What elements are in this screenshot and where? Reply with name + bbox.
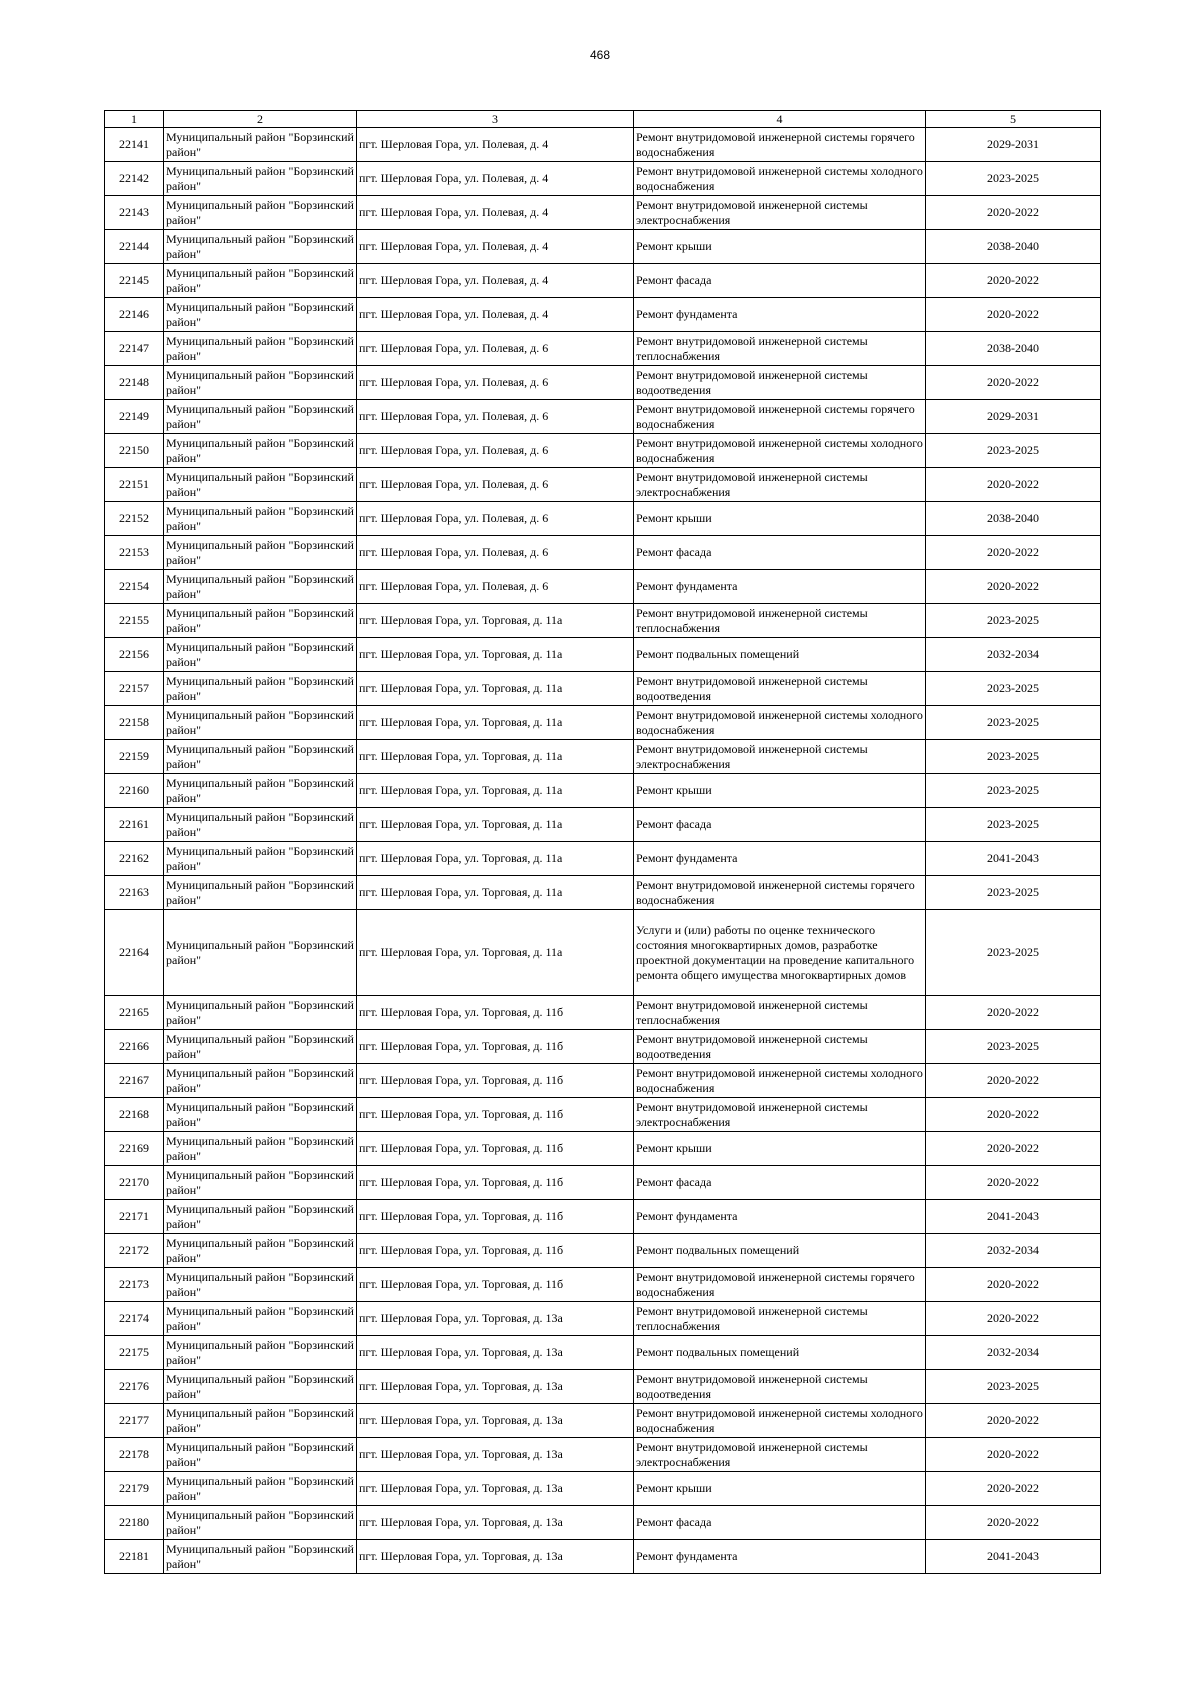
cell-work-type: Ремонт внутридомовой инженерной системы холодного водоснабжения [634,1064,926,1098]
cell-municipality: Муниципальный район "Борзинский район" [164,740,357,774]
cell-work-type: Ремонт внутридомовой инженерной системы водоотведения [634,1030,926,1064]
cell-address: пгт. Шерловая Гора, ул. Торговая, д. 11б [357,1200,634,1234]
cell-row-number: 22141 [105,128,164,162]
cell-municipality: Муниципальный район "Борзинский район" [164,672,357,706]
table-row [105,808,1101,842]
table-body [105,128,1101,1574]
cell-municipality: Муниципальный район "Борзинский район" [164,128,357,162]
cell-address: пгт. Шерловая Гора, ул. Торговая, д. 11б [357,1064,634,1098]
table-row [105,672,1101,706]
cell-address: пгт. Шерловая Гора, ул. Полевая, д. 4 [357,230,634,264]
cell-period: 2023-2025 [926,162,1101,196]
cell-work-type: Ремонт внутридомовой инженерной системы электроснабжения [634,196,926,230]
cell-row-number: 22173 [105,1268,164,1302]
cell-row-number: 22155 [105,604,164,638]
cell-work-type: Ремонт внутридомовой инженерной системы водоотведения [634,366,926,400]
table-row [105,1234,1101,1268]
cell-address: пгт. Шерловая Гора, ул. Торговая, д. 11а [357,910,634,996]
cell-row-number: 22175 [105,1336,164,1370]
header-col-5: 5 [926,111,1101,128]
cell-address: пгт. Шерловая Гора, ул. Торговая, д. 11а [357,638,634,672]
cell-address: пгт. Шерловая Гора, ул. Полевая, д. 4 [357,162,634,196]
cell-row-number: 22169 [105,1132,164,1166]
cell-period: 2020-2022 [926,1472,1101,1506]
table-row [105,638,1101,672]
cell-work-type: Ремонт внутридомовой инженерной системы холодного водоснабжения [634,162,926,196]
cell-work-type: Услуги и (или) работы по оценке технического состояния многоквартирных домов, разработке проектной документации на проведение капитального ремонта общего имущества многоквартирных домов [634,910,926,996]
cell-municipality: Муниципальный район "Борзинский район" [164,196,357,230]
cell-period: 2020-2022 [926,1438,1101,1472]
cell-work-type: Ремонт крыши [634,502,926,536]
cell-address: пгт. Шерловая Гора, ул. Торговая, д. 11а [357,842,634,876]
cell-municipality: Муниципальный район "Борзинский район" [164,366,357,400]
cell-address: пгт. Шерловая Гора, ул. Полевая, д. 6 [357,570,634,604]
cell-period: 2041-2043 [926,842,1101,876]
table-row [105,468,1101,502]
cell-address: пгт. Шерловая Гора, ул. Торговая, д. 11б [357,1268,634,1302]
cell-row-number: 22178 [105,1438,164,1472]
cell-municipality: Муниципальный район "Борзинский район" [164,1064,357,1098]
cell-municipality: Муниципальный район "Борзинский район" [164,1302,357,1336]
table-row [105,1166,1101,1200]
cell-municipality: Муниципальный район "Борзинский район" [164,604,357,638]
cell-municipality: Муниципальный район "Борзинский район" [164,842,357,876]
cell-address: пгт. Шерловая Гора, ул. Торговая, д. 11б [357,1098,634,1132]
table-row [105,740,1101,774]
cell-work-type: Ремонт фасада [634,264,926,298]
table-row [105,1030,1101,1064]
cell-municipality: Муниципальный район "Борзинский район" [164,1540,357,1574]
cell-period: 2020-2022 [926,468,1101,502]
cell-address: пгт. Шерловая Гора, ул. Полевая, д. 6 [357,434,634,468]
cell-work-type: Ремонт внутридомовой инженерной системы водоотведения [634,1370,926,1404]
cell-period: 2023-2025 [926,672,1101,706]
cell-period: 2023-2025 [926,1370,1101,1404]
cell-address: пгт. Шерловая Гора, ул. Торговая, д. 11а [357,774,634,808]
table-row [105,996,1101,1030]
cell-address: пгт. Шерловая Гора, ул. Торговая, д. 11б [357,1132,634,1166]
cell-row-number: 22167 [105,1064,164,1098]
cell-row-number: 22179 [105,1472,164,1506]
cell-period: 2020-2022 [926,196,1101,230]
cell-address: пгт. Шерловая Гора, ул. Торговая, д. 13а [357,1370,634,1404]
cell-work-type: Ремонт внутридомовой инженерной системы горячего водоснабжения [634,1268,926,1302]
table-row [105,1302,1101,1336]
cell-municipality: Муниципальный район "Борзинский район" [164,1404,357,1438]
table-row [105,1438,1101,1472]
table-row [105,1098,1101,1132]
cell-period: 2020-2022 [926,1166,1101,1200]
cell-municipality: Муниципальный район "Борзинский район" [164,468,357,502]
table-row [105,400,1101,434]
cell-work-type: Ремонт фасада [634,1506,926,1540]
cell-work-type: Ремонт подвальных помещений [634,1234,926,1268]
cell-row-number: 22156 [105,638,164,672]
cell-period: 2023-2025 [926,774,1101,808]
cell-address: пгт. Шерловая Гора, ул. Торговая, д. 11б [357,1166,634,1200]
cell-period: 2020-2022 [926,1268,1101,1302]
cell-work-type: Ремонт фундамента [634,842,926,876]
cell-work-type: Ремонт крыши [634,1132,926,1166]
cell-address: пгт. Шерловая Гора, ул. Полевая, д. 4 [357,298,634,332]
cell-work-type: Ремонт фундамента [634,570,926,604]
cell-period: 2038-2040 [926,332,1101,366]
cell-period: 2020-2022 [926,1064,1101,1098]
cell-work-type: Ремонт фасада [634,808,926,842]
cell-address: пгт. Шерловая Гора, ул. Полевая, д. 6 [357,332,634,366]
cell-address: пгт. Шерловая Гора, ул. Полевая, д. 4 [357,264,634,298]
cell-period: 2020-2022 [926,1098,1101,1132]
cell-work-type: Ремонт внутридомовой инженерной системы холодного водоснабжения [634,434,926,468]
header-col-3: 3 [357,111,634,128]
cell-work-type: Ремонт внутридомовой инженерной системы электроснабжения [634,468,926,502]
cell-municipality: Муниципальный район "Борзинский район" [164,706,357,740]
cell-municipality: Муниципальный район "Борзинский район" [164,434,357,468]
cell-address: пгт. Шерловая Гора, ул. Торговая, д. 13а [357,1472,634,1506]
table-row [105,264,1101,298]
cell-municipality: Муниципальный район "Борзинский район" [164,570,357,604]
cell-period: 2038-2040 [926,502,1101,536]
cell-period: 2032-2034 [926,638,1101,672]
table-row [105,128,1101,162]
cell-address: пгт. Шерловая Гора, ул. Торговая, д. 13а [357,1540,634,1574]
cell-row-number: 22146 [105,298,164,332]
cell-address: пгт. Шерловая Гора, ул. Торговая, д. 11а [357,740,634,774]
cell-work-type: Ремонт внутридомовой инженерной системы водоотведения [634,672,926,706]
cell-period: 2023-2025 [926,706,1101,740]
table-row [105,230,1101,264]
table-row [105,1506,1101,1540]
table-row [105,502,1101,536]
cell-period: 2023-2025 [926,740,1101,774]
cell-row-number: 22161 [105,808,164,842]
cell-municipality: Муниципальный район "Борзинский район" [164,230,357,264]
cell-period: 2029-2031 [926,400,1101,434]
register-table [104,110,1101,1574]
cell-row-number: 22153 [105,536,164,570]
cell-municipality: Муниципальный район "Борзинский район" [164,808,357,842]
cell-row-number: 22149 [105,400,164,434]
cell-municipality: Муниципальный район "Борзинский район" [164,298,357,332]
cell-work-type: Ремонт фасада [634,1166,926,1200]
cell-period: 2020-2022 [926,1404,1101,1438]
cell-address: пгт. Шерловая Гора, ул. Торговая, д. 11б [357,1234,634,1268]
cell-row-number: 22142 [105,162,164,196]
cell-work-type: Ремонт фундамента [634,1540,926,1574]
cell-row-number: 22174 [105,1302,164,1336]
table-row [105,842,1101,876]
cell-work-type: Ремонт внутридомовой инженерной системы теплоснабжения [634,604,926,638]
cell-municipality: Муниципальный район "Борзинский район" [164,1506,357,1540]
table-row [105,162,1101,196]
cell-municipality: Муниципальный район "Борзинский район" [164,264,357,298]
cell-municipality: Муниципальный район "Борзинский район" [164,1370,357,1404]
table-row [105,774,1101,808]
cell-address: пгт. Шерловая Гора, ул. Торговая, д. 11б [357,1030,634,1064]
cell-address: пгт. Шерловая Гора, ул. Полевая, д. 6 [357,400,634,434]
cell-address: пгт. Шерловая Гора, ул. Торговая, д. 11б [357,996,634,1030]
cell-period: 2023-2025 [926,434,1101,468]
table-header [105,111,1101,128]
cell-address: пгт. Шерловая Гора, ул. Полевая, д. 6 [357,366,634,400]
cell-row-number: 22170 [105,1166,164,1200]
table-row [105,298,1101,332]
cell-work-type: Ремонт фундамента [634,298,926,332]
cell-address: пгт. Шерловая Гора, ул. Торговая, д. 13а [357,1336,634,1370]
cell-row-number: 22144 [105,230,164,264]
cell-address: пгт. Шерловая Гора, ул. Торговая, д. 11а [357,672,634,706]
cell-address: пгт. Шерловая Гора, ул. Торговая, д. 13а [357,1302,634,1336]
cell-address: пгт. Шерловая Гора, ул. Полевая, д. 4 [357,196,634,230]
cell-municipality: Муниципальный район "Борзинский район" [164,502,357,536]
cell-row-number: 22151 [105,468,164,502]
cell-work-type: Ремонт внутридомовой инженерной системы электроснабжения [634,1438,926,1472]
cell-municipality: Муниципальный район "Борзинский район" [164,536,357,570]
table-row [105,332,1101,366]
table-row [105,366,1101,400]
cell-row-number: 22164 [105,910,164,996]
cell-period: 2020-2022 [926,366,1101,400]
header-row [105,111,1101,128]
cell-municipality: Муниципальный район "Борзинский район" [164,1132,357,1166]
cell-municipality: Муниципальный район "Борзинский район" [164,876,357,910]
cell-row-number: 22150 [105,434,164,468]
cell-row-number: 22147 [105,332,164,366]
cell-work-type: Ремонт подвальных помещений [634,1336,926,1370]
cell-work-type: Ремонт внутридомовой инженерной системы горячего водоснабжения [634,128,926,162]
cell-address: пгт. Шерловая Гора, ул. Торговая, д. 13а [357,1438,634,1472]
cell-work-type: Ремонт внутридомовой инженерной системы теплоснабжения [634,332,926,366]
cell-row-number: 22145 [105,264,164,298]
cell-work-type: Ремонт внутридомовой инженерной системы холодного водоснабжения [634,1404,926,1438]
cell-row-number: 22148 [105,366,164,400]
cell-period: 2020-2022 [926,1302,1101,1336]
cell-municipality: Муниципальный район "Борзинский район" [164,332,357,366]
table-row [105,1268,1101,1302]
cell-address: пгт. Шерловая Гора, ул. Торговая, д. 11а [357,876,634,910]
table-row [105,1540,1101,1574]
table-row [105,604,1101,638]
cell-period: 2020-2022 [926,536,1101,570]
cell-municipality: Муниципальный район "Борзинский район" [164,1472,357,1506]
table-row [105,536,1101,570]
header-col-2: 2 [164,111,357,128]
cell-period: 2020-2022 [926,570,1101,604]
cell-work-type: Ремонт внутридомовой инженерной системы холодного водоснабжения [634,706,926,740]
cell-work-type: Ремонт внутридомовой инженерной системы горячего водоснабжения [634,400,926,434]
cell-work-type: Ремонт крыши [634,774,926,808]
cell-work-type: Ремонт фундамента [634,1200,926,1234]
cell-row-number: 22160 [105,774,164,808]
cell-row-number: 22162 [105,842,164,876]
table-row [105,1472,1101,1506]
cell-work-type: Ремонт крыши [634,1472,926,1506]
cell-municipality: Муниципальный район "Борзинский район" [164,996,357,1030]
cell-period: 2020-2022 [926,996,1101,1030]
cell-period: 2032-2034 [926,1234,1101,1268]
table-row [105,434,1101,468]
cell-municipality: Муниципальный район "Борзинский район" [164,1268,357,1302]
cell-row-number: 22159 [105,740,164,774]
cell-row-number: 22165 [105,996,164,1030]
cell-row-number: 22152 [105,502,164,536]
cell-address: пгт. Шерловая Гора, ул. Торговая, д. 13а [357,1506,634,1540]
cell-period: 2038-2040 [926,230,1101,264]
cell-row-number: 22181 [105,1540,164,1574]
table-row [105,196,1101,230]
cell-work-type: Ремонт внутридомовой инженерной системы электроснабжения [634,740,926,774]
cell-row-number: 22176 [105,1370,164,1404]
table-row [105,876,1101,910]
table-row [105,1064,1101,1098]
cell-work-type: Ремонт внутридомовой инженерной системы теплоснабжения [634,996,926,1030]
table-row [105,1132,1101,1166]
cell-address: пгт. Шерловая Гора, ул. Полевая, д. 6 [357,502,634,536]
cell-period: 2020-2022 [926,264,1101,298]
header-col-4: 4 [634,111,926,128]
cell-row-number: 22154 [105,570,164,604]
cell-work-type: Ремонт внутридомовой инженерной системы электроснабжения [634,1098,926,1132]
table-row [105,1336,1101,1370]
cell-municipality: Муниципальный район "Борзинский район" [164,1200,357,1234]
cell-work-type: Ремонт фасада [634,536,926,570]
cell-row-number: 22158 [105,706,164,740]
cell-period: 2041-2043 [926,1540,1101,1574]
table-row [105,1200,1101,1234]
cell-row-number: 22171 [105,1200,164,1234]
cell-period: 2023-2025 [926,1030,1101,1064]
cell-municipality: Муниципальный район "Борзинский район" [164,910,357,996]
cell-address: пгт. Шерловая Гора, ул. Торговая, д. 11а [357,808,634,842]
cell-row-number: 22177 [105,1404,164,1438]
table-row [105,570,1101,604]
table-row [105,910,1101,996]
cell-work-type: Ремонт внутридомовой инженерной системы теплоснабжения [634,1302,926,1336]
cell-period: 2020-2022 [926,298,1101,332]
table-row [105,706,1101,740]
cell-row-number: 22143 [105,196,164,230]
cell-row-number: 22168 [105,1098,164,1132]
cell-period: 2020-2022 [926,1132,1101,1166]
cell-municipality: Муниципальный район "Борзинский район" [164,774,357,808]
cell-municipality: Муниципальный район "Борзинский район" [164,1234,357,1268]
header-col-1: 1 [105,111,164,128]
cell-period: 2032-2034 [926,1336,1101,1370]
cell-municipality: Муниципальный район "Борзинский район" [164,1336,357,1370]
table-row [105,1370,1101,1404]
cell-address: пгт. Шерловая Гора, ул. Полевая, д. 6 [357,468,634,502]
cell-work-type: Ремонт подвальных помещений [634,638,926,672]
cell-address: пгт. Шерловая Гора, ул. Торговая, д. 13а [357,1404,634,1438]
cell-period: 2023-2025 [926,876,1101,910]
cell-municipality: Муниципальный район "Борзинский район" [164,1098,357,1132]
cell-work-type: Ремонт крыши [634,230,926,264]
cell-address: пгт. Шерловая Гора, ул. Полевая, д. 6 [357,536,634,570]
cell-municipality: Муниципальный район "Борзинский район" [164,400,357,434]
cell-municipality: Муниципальный район "Борзинский район" [164,1438,357,1472]
cell-period: 2023-2025 [926,910,1101,996]
cell-period: 2029-2031 [926,128,1101,162]
cell-period: 2020-2022 [926,1506,1101,1540]
cell-municipality: Муниципальный район "Борзинский район" [164,1166,357,1200]
cell-row-number: 22180 [105,1506,164,1540]
cell-row-number: 22157 [105,672,164,706]
cell-municipality: Муниципальный район "Борзинский район" [164,1030,357,1064]
cell-work-type: Ремонт внутридомовой инженерной системы горячего водоснабжения [634,876,926,910]
cell-period: 2041-2043 [926,1200,1101,1234]
cell-municipality: Муниципальный район "Борзинский район" [164,638,357,672]
cell-address: пгт. Шерловая Гора, ул. Торговая, д. 11а [357,706,634,740]
cell-row-number: 22163 [105,876,164,910]
cell-address: пгт. Шерловая Гора, ул. Торговая, д. 11а [357,604,634,638]
cell-row-number: 22172 [105,1234,164,1268]
cell-period: 2023-2025 [926,808,1101,842]
page-number: 468 [589,48,611,62]
cell-address: пгт. Шерловая Гора, ул. Полевая, д. 4 [357,128,634,162]
cell-period: 2023-2025 [926,604,1101,638]
cell-row-number: 22166 [105,1030,164,1064]
cell-municipality: Муниципальный район "Борзинский район" [164,162,357,196]
table-row [105,1404,1101,1438]
